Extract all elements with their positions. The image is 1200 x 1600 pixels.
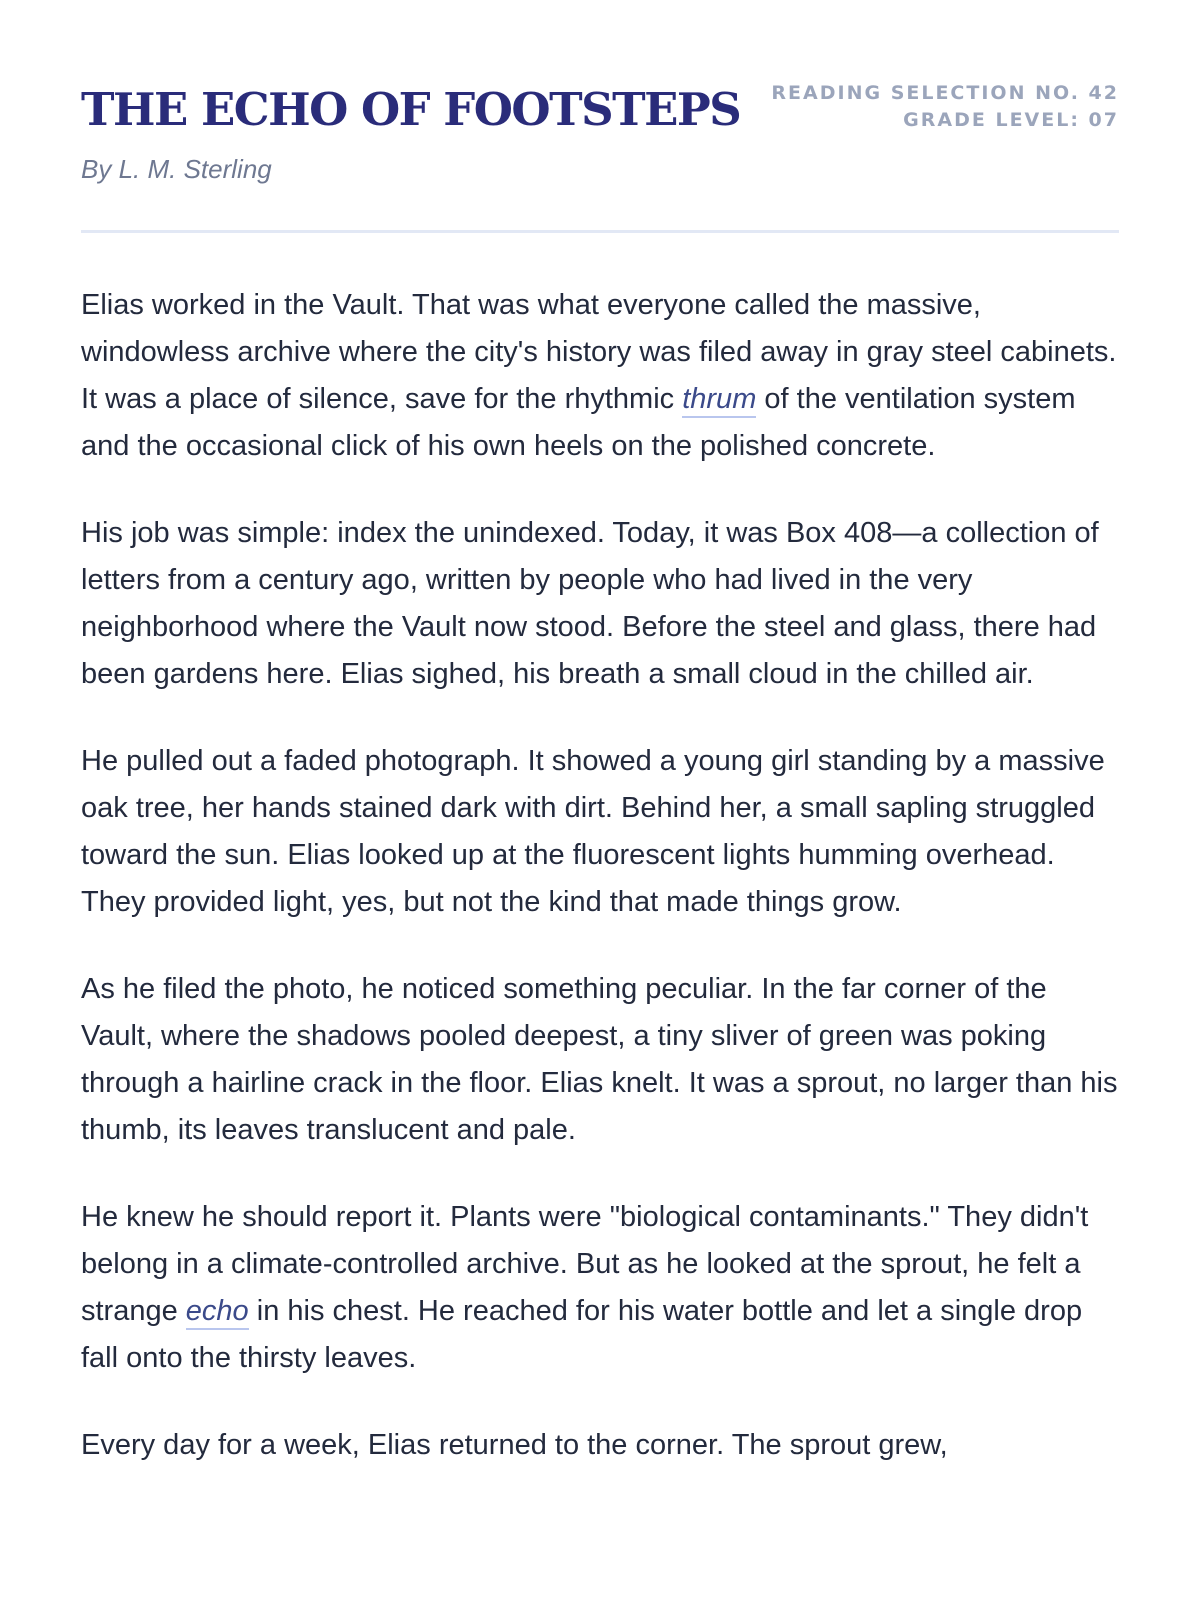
reading-selection-number: READING SELECTION NO. 42 xyxy=(771,82,1119,104)
page-header xyxy=(81,0,1119,232)
vocab-word-thrum[interactable]: thrum xyxy=(682,383,756,418)
paragraph-3: He pulled out a faded photograph. It showed a young girl standing by a massive oak tree, her hands stained dark with dirt. Behind her, a small sapling struggled toward the sun. Elias looked up at the fluorescent lights humming overhead. They provided light, yes, but not the kind that made things grow. xyxy=(81,745,1105,918)
paragraph-2: His job was simple: index the unindexed. Today, it was Box 408—a collection of letters from a century ago, written by people who had lived in the very neighborhood where the Vault now stood. Before the steel and glass, there had been gardens here. Elias sighed, his breath a small cloud in the chilled air. xyxy=(81,517,1099,690)
paragraph-6: Every day for a week, Elias returned to the corner. The sprout grew, xyxy=(81,1429,948,1461)
paragraph-5 xyxy=(81,1194,1119,1382)
story-title: THE ECHO OF FOOTSTEPS xyxy=(81,83,741,136)
selection-meta xyxy=(771,80,1119,134)
paragraph-1-text-end: of the ventilation system and the occasional click of his own heels on the polished concrete. xyxy=(81,383,1076,462)
paragraph-4: As he filed the photo, he noticed something peculiar. In the far corner of the Vault, where the shadows pooled deepest, a tiny sliver of green was poking through a hairline crack in the floor. Elias knelt. It was a sprout, no larger than his thumb, its leaves translucent and pale. xyxy=(81,973,1118,1146)
grade-level: GRADE LEVEL: 07 xyxy=(903,109,1119,131)
paragraph-5-text-end: in his chest. He reached for his water bottle and let a single drop fall onto the thirsty leaves. xyxy=(81,1295,1083,1374)
paragraph-1 xyxy=(81,282,1119,470)
header-divider xyxy=(81,230,1119,233)
vocab-word-echo[interactable]: echo xyxy=(186,1295,249,1330)
story-body xyxy=(81,232,1119,1469)
author-byline: By L. M. Sterling xyxy=(81,154,272,184)
paragraph-5-text-start: He knew he should report it. Plants were "biological contaminants." They didn't belong in a climate-controlled archive. But as he looked at the sprout, he felt a strange xyxy=(81,1201,1089,1327)
paragraph-1-text-start: Elias worked in the Vault. That was what everyone called the massive, windowless archive where the city's history was filed away in gray steel cabinets. It was a place of silence, save for the rhythmic xyxy=(81,289,1117,415)
